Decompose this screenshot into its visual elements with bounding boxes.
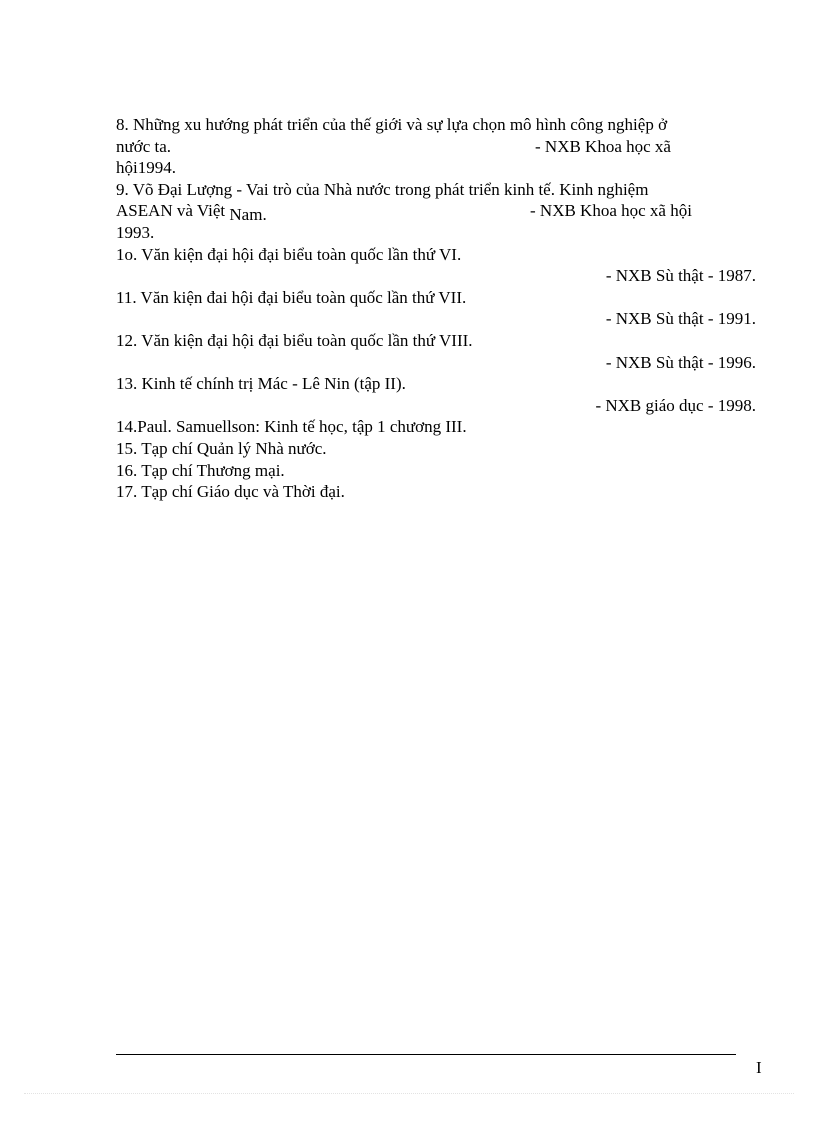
reference-list [116, 114, 756, 503]
page-edge-divider [24, 1093, 794, 1094]
reference-9-title-part-b: Nam. [229, 205, 267, 225]
reference-8-line-3: hội1994. [116, 158, 176, 178]
reference-9-publisher: - NXB Khoa học xã hội [530, 201, 692, 221]
page-number: I [756, 1058, 762, 1077]
reference-9-line-2 [116, 200, 756, 225]
reference-13-publisher: - NXB giáo dục - 1998. [595, 395, 756, 415]
reference-12-publisher: - NXB Sù thật - 1996. [605, 352, 756, 372]
reference-12-title: 12. Văn kiện đại hội đại biểu toàn quốc lần thứ VIII. [116, 330, 473, 350]
reference-8-line-1: 8. Những xu hướng phát triển của thế giới và sự lựa chọn mô hình công nghiệp ở [116, 115, 668, 134]
reference-11-title: 11. Văn kiện đai hội đại biểu toàn quốc lần thứ VII. [116, 287, 467, 307]
footer-rule [116, 1054, 736, 1055]
reference-8-publisher: - NXB Khoa học xã [535, 136, 671, 156]
reference-14: 14.Paul. Samuellson: Kinh tế học, tập 1 chương III. [116, 417, 467, 437]
reference-10-publisher: - NXB Sù thật - 1987. [605, 266, 756, 286]
reference-9-title-end [116, 200, 267, 225]
reference-9-line-1: 9. Võ Đại Lượng - Vai trò của Nhà nước trong phát triển kinh tế. Kinh nghiệm [116, 179, 649, 199]
reference-10-title: 1o. Văn kiện đại hội đại biểu toàn quốc lần thứ VI. [116, 244, 462, 264]
reference-8-line-2 [116, 136, 756, 158]
reference-13-title: 13. Kinh tế chính trị Mác - Lê Nin (tập II). [116, 374, 406, 394]
reference-8-title-end: nước ta. [116, 136, 172, 156]
reference-16: 16. Tạp chí Thương mại. [116, 460, 285, 480]
reference-11-publisher: - NXB Sù thật - 1991. [605, 309, 756, 329]
reference-17: 17. Tạp chí Giáo dục và Thời đại. [116, 482, 345, 502]
reference-9-line-3: 1993. [116, 222, 155, 242]
reference-9-title-part-a: ASEAN và Việt [116, 201, 226, 221]
reference-15: 15. Tạp chí Quản lý Nhà nước. [116, 438, 327, 458]
